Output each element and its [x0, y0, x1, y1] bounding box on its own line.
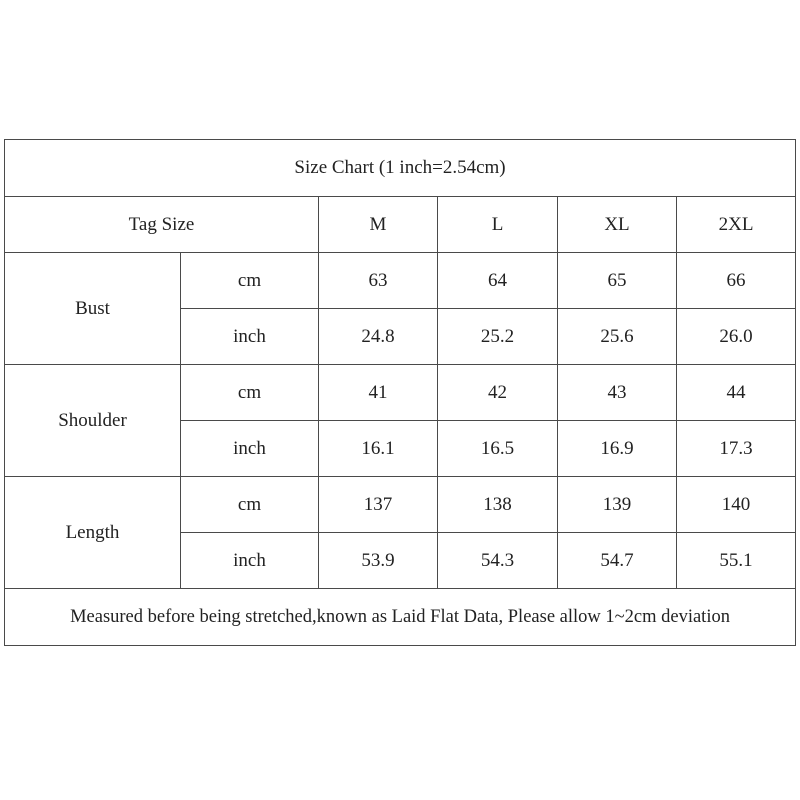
- measure-label: Length: [5, 477, 181, 589]
- unit-label: cm: [181, 253, 319, 309]
- value-cell: 25.2: [438, 309, 558, 365]
- chart-title: Size Chart (1 inch=2.54cm): [5, 140, 796, 197]
- value-cell: 53.9: [319, 533, 438, 589]
- table-row: [5, 365, 796, 421]
- value-cell: 63: [319, 253, 438, 309]
- unit-label: cm: [181, 365, 319, 421]
- unit-label: inch: [181, 309, 319, 365]
- value-cell: 17.3: [677, 421, 796, 477]
- value-cell: 139: [558, 477, 677, 533]
- footer-row: [5, 589, 796, 646]
- value-cell: 42: [438, 365, 558, 421]
- value-cell: 55.1: [677, 533, 796, 589]
- value-cell: 138: [438, 477, 558, 533]
- size-header: 2XL: [677, 197, 796, 253]
- value-cell: 66: [677, 253, 796, 309]
- value-cell: 140: [677, 477, 796, 533]
- tag-size-header: Tag Size: [5, 197, 319, 253]
- header-row: [5, 197, 796, 253]
- value-cell: 41: [319, 365, 438, 421]
- unit-label: inch: [181, 421, 319, 477]
- value-cell: 65: [558, 253, 677, 309]
- value-cell: 54.3: [438, 533, 558, 589]
- value-cell: 43: [558, 365, 677, 421]
- value-cell: 25.6: [558, 309, 677, 365]
- value-cell: 26.0: [677, 309, 796, 365]
- title-row: [5, 140, 796, 197]
- size-chart-table: [4, 139, 796, 646]
- measure-label: Bust: [5, 253, 181, 365]
- value-cell: 54.7: [558, 533, 677, 589]
- unit-label: cm: [181, 477, 319, 533]
- value-cell: 44: [677, 365, 796, 421]
- value-cell: 16.5: [438, 421, 558, 477]
- footer-note: Measured before being stretched,known as Laid Flat Data, Please allow 1~2cm deviation: [5, 589, 796, 646]
- value-cell: 24.8: [319, 309, 438, 365]
- table-row: [5, 477, 796, 533]
- table-row: [5, 253, 796, 309]
- measure-label: Shoulder: [5, 365, 181, 477]
- unit-label: inch: [181, 533, 319, 589]
- size-header: XL: [558, 197, 677, 253]
- value-cell: 16.9: [558, 421, 677, 477]
- size-header: L: [438, 197, 558, 253]
- value-cell: 137: [319, 477, 438, 533]
- value-cell: 16.1: [319, 421, 438, 477]
- value-cell: 64: [438, 253, 558, 309]
- size-header: M: [319, 197, 438, 253]
